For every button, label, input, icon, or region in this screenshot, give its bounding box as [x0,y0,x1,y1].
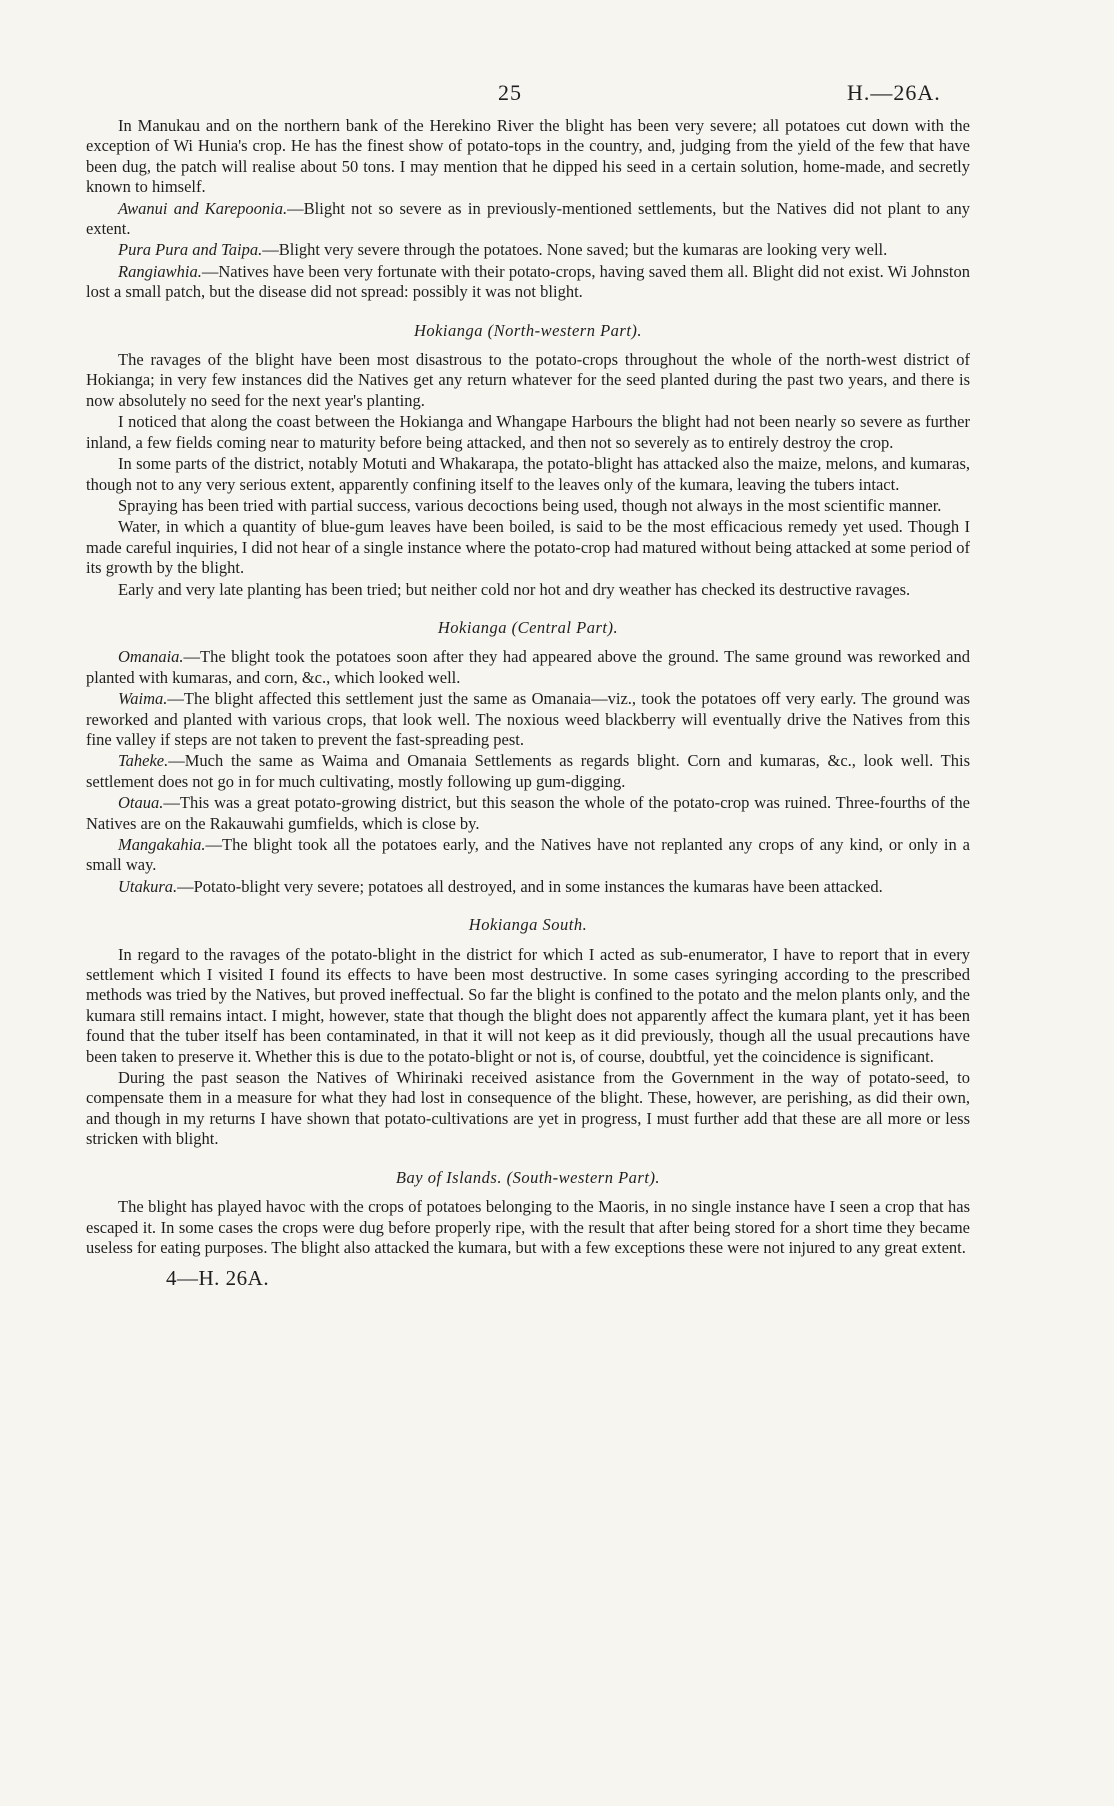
paragraph: Mangakahia.—The blight took all the potatoes early, and the Natives have not replanted any crops of any kind, or only in a small way. [86,835,970,875]
paragraph: Awanui and Karepoonia.—Blight not so severe as in previously-mentioned settlements, but the Natives did not plant to any extent. [86,198,970,239]
paragraph: Water, in which a quantity of blue-gum leaves have been boiled, is said to be the most efficacious remedy yet used. Though I made careful inquiries, I did not hear of a single instance where the potato-crop had matured without being attacked at some period of its growth by the blight. [86,517,970,578]
paragraph: Waima.—The blight affected this settlement just the same as Omanaia—viz., took the potatoes off very early. The ground was reworked and planted with various crops, that look well. The noxious weed blackberry will eventually drive the Natives from this fine valley if steps are not taken to prevent the fast-spreading pest. [86,689,970,749]
paragraph: In Manukau and on the northern bank of the Herekino River the blight has been very severe; all potatoes cut down with the exception of Wi Hunia's crop. He has the finest show of potato-tops in the country, and, judging from the yield of the few that have been dug, the patch will realise about 50 tons. I may mention that he dipped his seed in a certain solution, home-made, and secretly known to himself. [86,116,970,197]
paragraph: I noticed that along the coast between the Hokianga and Whangape Harbours the blight had not been nearly so severe as further inland, a few fields coming near to maturity before being attacked, and then not so severely as to entirely destroy the crop. [86,412,970,452]
paragraph: Utakura.—Potato-blight very severe; potatoes all destroyed, and in some instances the kumaras have been attacked. [118,876,883,896]
paragraph: The ravages of the blight have been most disastrous to the potato-crops throughout the whole of the north-west district of Hokianga; in very few instances did the Natives get any return whatever for the seed planted during the past two years, and there is now absolutely no seed for the next year's planting. [86,350,970,410]
paragraph: The blight has played havoc with the crops of potatoes belonging to the Maoris, in no single instance have I seen a crop that has escaped it. In some cases the crops were dug before properly ripe, with the result that after being stored for a short time they became useless for eating purposes. The blight also attacked the kumara, but with a few exceptions these were not injured to any great extent. [86,1197,970,1257]
section-heading: Hokianga (Central Part). [437,617,619,637]
paragraph: Omanaia.—The blight took the potatoes soon after they had appeared above the ground. The same ground was reworked and planted with kumaras, and corn, &c., which looked well. [86,647,970,687]
paragraph: Early and very late planting has been tried; but neither cold nor hot and dry weather has checked its destructive ravages. [118,579,911,599]
section-heading: Hokianga South. [468,915,588,935]
paragraph: In regard to the ravages of the potato-blight in the district for which I acted as sub-enumerator, I have to report that in every settlement which I visited I found its effects to have been most destructive. In some cases syringing according to the prescribed methods was tried by the Natives, but proved ineffectual. So far the blight is confined to the potato and the melon plants only, and the kumara still remains intact. I might, however, state that though the blight does not apparently affect the kumara plant, yet it has been found that the tuber itself has been contaminated, in that it will not keep as it did previously, though all the usual precautions have been taken to preserve it. Whether this is due to the potato-blight or not is, of course, doubtful, yet the coincidence is significant. [86,944,970,1066]
paragraph: Rangiawhia.—Natives have been very fortunate with their potato-crops, having saved them all. Blight did not exist. Wi Johnston lost a small patch, but the disease did not spread: possibly it was not blight. [86,261,970,302]
footer-signature: 4—H. 26A. [166,1266,270,1291]
paragraph: Taheke.—Much the same as Waima and Omanaia Settlements as regards blight. Corn and kumaras, &c., look well. This settlement does not go in for much cultivating, mostly following up gum-digging. [86,751,970,791]
section-heading: Hokianga (North-western Part). [413,320,643,340]
paragraph: Spraying has been tried with partial success, various decoctions being used, though not always in the most scientific manner. [118,495,942,515]
paragraph: Otaua.—This was a great potato-growing district, but this season the whole of the potato-crop was ruined. Three-fourths of the Natives are on the Rakauwahi gumfields, which is close by. [86,793,970,833]
paragraph: In some parts of the district, notably Motuti and Whakarapa, the potato-blight has attacked also the maize, melons, and kumaras, though not to any very serious extent, apparently confining itself to the leaves only of the kumara, leaving the tubers intact. [86,454,970,494]
section-heading: Bay of Islands. (South-western Part). [395,1167,661,1187]
paragraph: During the past season the Natives of Whirinaki received asistance from the Government in the way of potato-seed, to compensate them in a measure for what they had lost in consequence of the blight. These, however, are perishing, as did their own, and though in my returns I have shown that potato-cultivations are yet in progress, I must further add that these are all more or less stricken with blight. [86,1068,970,1149]
document-reference: H.—26A. [847,80,941,105]
page-number: 25 [498,80,522,105]
body-text [86,116,970,1289]
paragraph: Pura Pura and Taipa.—Blight very severe through the potatoes. None saved; but the kumaras are looking very well. [118,240,888,260]
